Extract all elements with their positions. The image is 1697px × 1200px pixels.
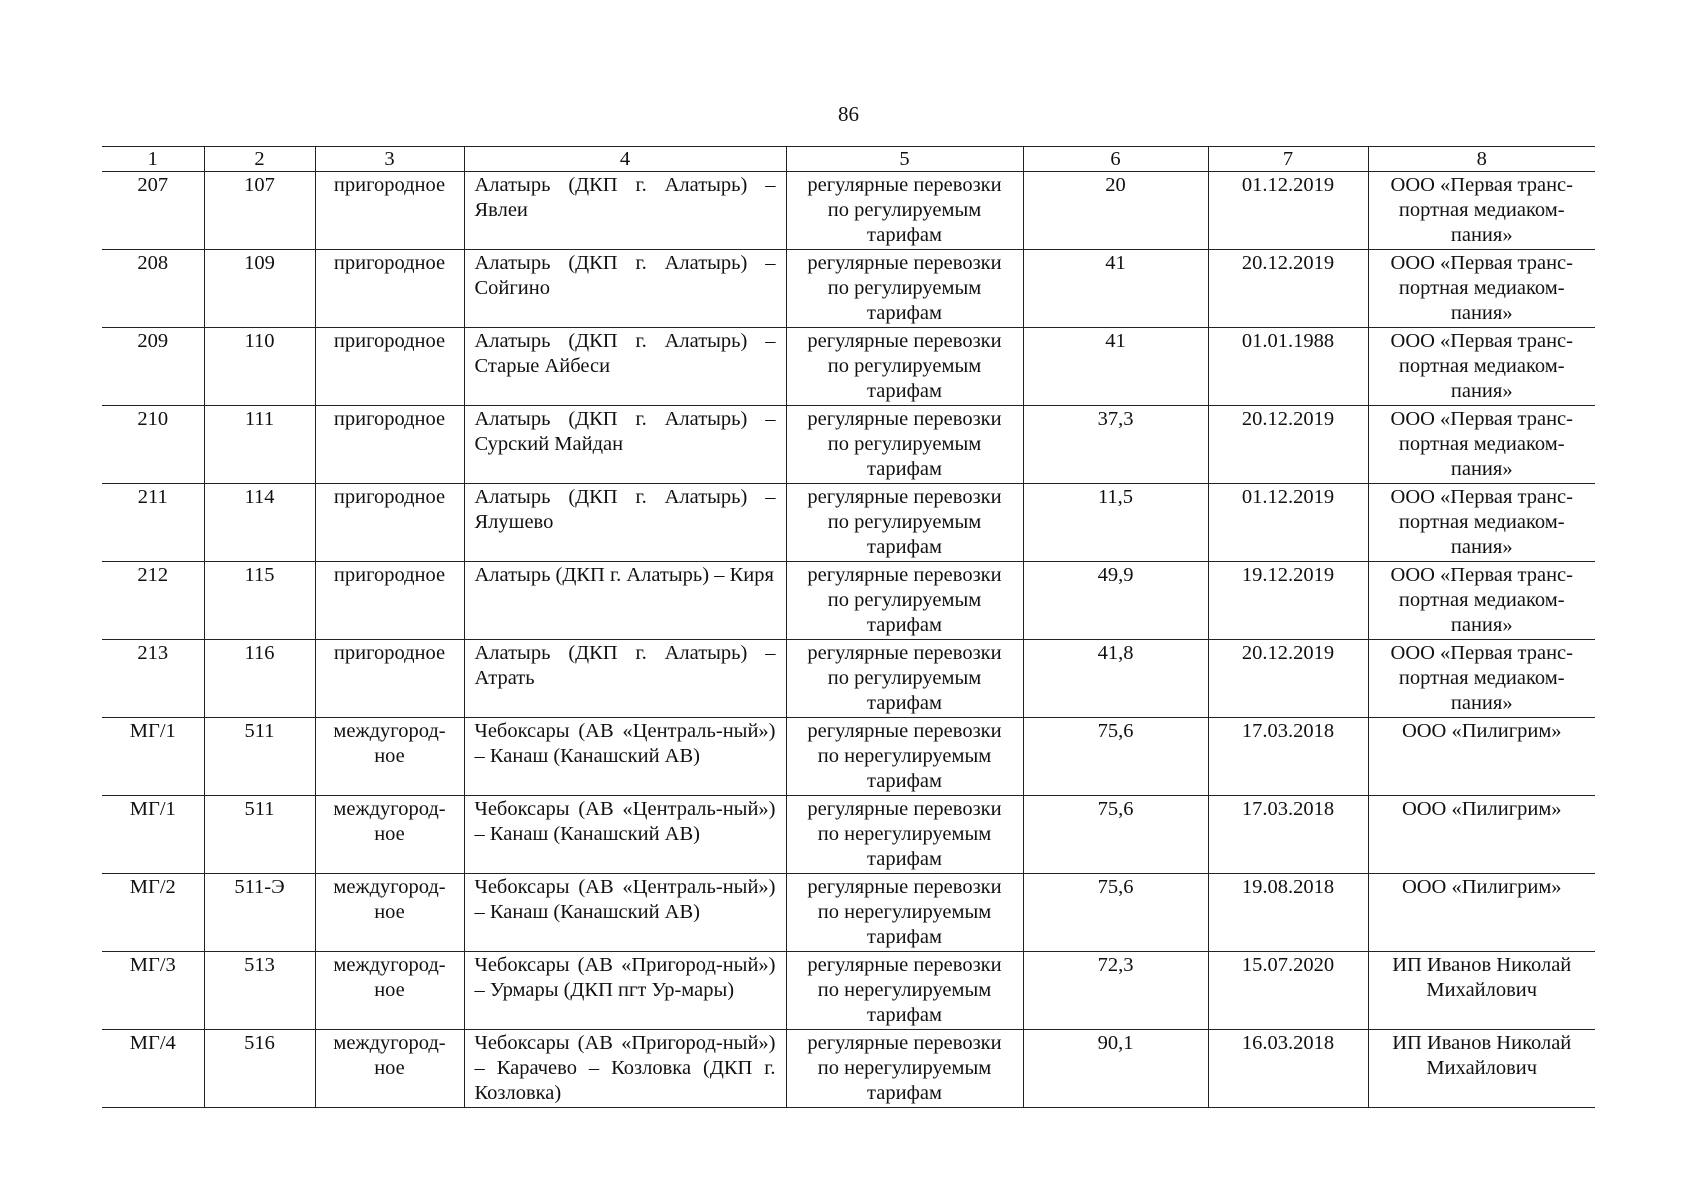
route-type-cell: пригородное	[315, 406, 464, 484]
route-number-cell: 511	[204, 718, 315, 796]
registry-number-cell: 209	[102, 328, 204, 406]
route-type-cell: пригородное	[315, 250, 464, 328]
registry-number-cell: 207	[102, 172, 204, 250]
column-number: 5	[786, 147, 1023, 172]
column-number: 7	[1208, 147, 1368, 172]
transport-mode-cell: регулярные перевозки по регулируемым тарифам	[786, 406, 1023, 484]
carrier-cell: ООО «Первая транс-портная медиаком-пания»	[1368, 484, 1595, 562]
table-row	[102, 250, 1595, 328]
route-length-cell: 72,3	[1023, 952, 1208, 1030]
column-number: 1	[102, 147, 204, 172]
route-type-cell: пригородное	[315, 562, 464, 640]
column-number: 3	[315, 147, 464, 172]
route-length-cell: 37,3	[1023, 406, 1208, 484]
route-name-cell: Чебоксары (АВ «Пригород-ный») – Урмары (ДКП пгт Ур-мары)	[464, 952, 786, 1030]
table-row	[102, 640, 1595, 718]
transport-mode-cell: регулярные перевозки по нерегулируемым тарифам	[786, 718, 1023, 796]
start-date-cell: 20.12.2019	[1208, 250, 1368, 328]
start-date-cell: 17.03.2018	[1208, 718, 1368, 796]
column-number-row	[102, 147, 1595, 172]
carrier-cell: ООО «Пилигрим»	[1368, 796, 1595, 874]
route-length-cell: 90,1	[1023, 1030, 1208, 1108]
route-name-cell: Чебоксары (АВ «Централь-ный») – Канаш (Канашский АВ)	[464, 874, 786, 952]
table-row	[102, 874, 1595, 952]
route-number-cell: 511	[204, 796, 315, 874]
page-number: 86	[838, 102, 859, 126]
registry-number-cell: МГ/1	[102, 718, 204, 796]
route-length-cell: 75,6	[1023, 718, 1208, 796]
route-name-cell: Алатырь (ДКП г. Алатырь) – Сойгино	[464, 250, 786, 328]
carrier-cell: ООО «Первая транс-портная медиаком-пания»	[1368, 562, 1595, 640]
route-name-cell: Чебоксары (АВ «Централь-ный») – Канаш (Канашский АВ)	[464, 796, 786, 874]
registry-number-cell: МГ/2	[102, 874, 204, 952]
transport-mode-cell: регулярные перевозки по нерегулируемым тарифам	[786, 874, 1023, 952]
route-type-cell: пригородное	[315, 484, 464, 562]
carrier-cell: ООО «Первая транс-портная медиаком-пания»	[1368, 640, 1595, 718]
route-name-cell: Чебоксары (АВ «Пригород-ный») – Карачево – Козловка (ДКП г. Козловка)	[464, 1030, 786, 1108]
route-number-cell: 114	[204, 484, 315, 562]
table-row	[102, 796, 1595, 874]
route-name-cell: Алатырь (ДКП г. Алатырь) – Старые Айбеси	[464, 328, 786, 406]
route-length-cell: 20	[1023, 172, 1208, 250]
route-number-cell: 110	[204, 328, 315, 406]
transport-mode-cell: регулярные перевозки по нерегулируемым тарифам	[786, 1030, 1023, 1108]
table-row	[102, 172, 1595, 250]
carrier-cell: ООО «Первая транс-портная медиаком-пания»	[1368, 172, 1595, 250]
route-number-cell: 115	[204, 562, 315, 640]
start-date-cell: 16.03.2018	[1208, 1030, 1368, 1108]
registry-number-cell: МГ/1	[102, 796, 204, 874]
route-type-cell: междугород-ное	[315, 718, 464, 796]
carrier-cell: ООО «Первая транс-портная медиаком-пания»	[1368, 250, 1595, 328]
start-date-cell: 17.03.2018	[1208, 796, 1368, 874]
route-type-cell: междугород-ное	[315, 952, 464, 1030]
registry-number-cell: 211	[102, 484, 204, 562]
column-number: 6	[1023, 147, 1208, 172]
route-number-cell: 107	[204, 172, 315, 250]
table-row	[102, 718, 1595, 796]
transport-mode-cell: регулярные перевозки по регулируемым тарифам	[786, 328, 1023, 406]
route-number-cell: 111	[204, 406, 315, 484]
start-date-cell: 20.12.2019	[1208, 640, 1368, 718]
start-date-cell: 01.01.1988	[1208, 328, 1368, 406]
carrier-cell: ИП Иванов Николай Михайлович	[1368, 952, 1595, 1030]
column-number: 8	[1368, 147, 1595, 172]
registry-number-cell: МГ/4	[102, 1030, 204, 1108]
route-name-cell: Чебоксары (АВ «Централь-ный») – Канаш (Канашский АВ)	[464, 718, 786, 796]
route-name-cell: Алатырь (ДКП г. Алатырь) – Ялушево	[464, 484, 786, 562]
route-length-cell: 41,8	[1023, 640, 1208, 718]
registry-number-cell: 208	[102, 250, 204, 328]
route-type-cell: пригородное	[315, 640, 464, 718]
carrier-cell: ООО «Первая транс-портная медиаком-пания»	[1368, 328, 1595, 406]
carrier-cell: ООО «Первая транс-портная медиаком-пания»	[1368, 406, 1595, 484]
start-date-cell: 19.12.2019	[1208, 562, 1368, 640]
start-date-cell: 19.08.2018	[1208, 874, 1368, 952]
carrier-cell: ООО «Пилигрим»	[1368, 718, 1595, 796]
route-name-cell: Алатырь (ДКП г. Алатырь) – Явлеи	[464, 172, 786, 250]
table-row	[102, 562, 1595, 640]
registry-number-cell: МГ/3	[102, 952, 204, 1030]
start-date-cell: 20.12.2019	[1208, 406, 1368, 484]
route-type-cell: междугород-ное	[315, 796, 464, 874]
route-name-cell: Алатырь (ДКП г. Алатырь) – Сурский Майдан	[464, 406, 786, 484]
registry-number-cell: 210	[102, 406, 204, 484]
route-length-cell: 11,5	[1023, 484, 1208, 562]
table-row	[102, 328, 1595, 406]
route-name-cell: Алатырь (ДКП г. Алатырь) – Киря	[464, 562, 786, 640]
route-type-cell: междугород-ное	[315, 1030, 464, 1108]
table-row	[102, 484, 1595, 562]
route-number-cell: 516	[204, 1030, 315, 1108]
transport-mode-cell: регулярные перевозки по регулируемым тарифам	[786, 172, 1023, 250]
transport-mode-cell: регулярные перевозки по регулируемым тарифам	[786, 484, 1023, 562]
transport-mode-cell: регулярные перевозки по нерегулируемым тарифам	[786, 796, 1023, 874]
route-number-cell: 109	[204, 250, 315, 328]
routes-table	[102, 146, 1595, 1108]
route-length-cell: 41	[1023, 250, 1208, 328]
column-number: 2	[204, 147, 315, 172]
route-length-cell: 75,6	[1023, 874, 1208, 952]
registry-number-cell: 213	[102, 640, 204, 718]
start-date-cell: 01.12.2019	[1208, 484, 1368, 562]
table-row	[102, 406, 1595, 484]
start-date-cell: 15.07.2020	[1208, 952, 1368, 1030]
column-number: 4	[464, 147, 786, 172]
route-type-cell: пригородное	[315, 172, 464, 250]
route-number-cell: 511-Э	[204, 874, 315, 952]
table-row	[102, 952, 1595, 1030]
table-row	[102, 1030, 1595, 1108]
route-type-cell: междугород-ное	[315, 874, 464, 952]
transport-mode-cell: регулярные перевозки по регулируемым тарифам	[786, 250, 1023, 328]
start-date-cell: 01.12.2019	[1208, 172, 1368, 250]
transport-mode-cell: регулярные перевозки по регулируемым тарифам	[786, 640, 1023, 718]
route-length-cell: 49,9	[1023, 562, 1208, 640]
transport-mode-cell: регулярные перевозки по регулируемым тарифам	[786, 562, 1023, 640]
route-type-cell: пригородное	[315, 328, 464, 406]
route-number-cell: 513	[204, 952, 315, 1030]
route-length-cell: 75,6	[1023, 796, 1208, 874]
transport-mode-cell: регулярные перевозки по нерегулируемым тарифам	[786, 952, 1023, 1030]
route-name-cell: Алатырь (ДКП г. Алатырь) – Атрать	[464, 640, 786, 718]
registry-number-cell: 212	[102, 562, 204, 640]
carrier-cell: ООО «Пилигрим»	[1368, 874, 1595, 952]
route-number-cell: 116	[204, 640, 315, 718]
route-length-cell: 41	[1023, 328, 1208, 406]
carrier-cell: ИП Иванов Николай Михайлович	[1368, 1030, 1595, 1108]
routes-table-body	[102, 172, 1595, 1108]
